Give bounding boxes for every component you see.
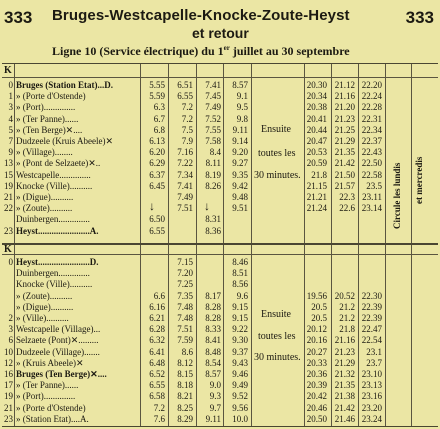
time-cell: 23.11 [362, 192, 382, 202]
time-cell: 23.24 [361, 413, 382, 424]
time-cell: 8.11 [205, 158, 221, 169]
station-name: » (Ten Berge)✕.... [16, 124, 83, 135]
table-row [2, 203, 438, 213]
station-name: Westcapelle (Village)... [16, 324, 101, 335]
time-cell: 8.26 [205, 180, 221, 191]
time-cell: 22.39 [361, 313, 382, 323]
time-cell: 23.16 [361, 391, 382, 402]
time-cell: 8.12 [177, 357, 193, 368]
station-name: Knocke (Ville).......... [16, 279, 93, 290]
table-row [2, 302, 438, 312]
table-row [2, 158, 438, 168]
time-cell: 9.7 [209, 402, 221, 413]
time-cell: 21.29 [334, 136, 355, 146]
time-cell: 6.52 [149, 369, 165, 379]
time-cell: 9.48 [232, 192, 248, 202]
time-cell: 20.39 [306, 380, 327, 391]
time-cell: 8.21 [177, 391, 193, 402]
time-cell: 21.32 [334, 369, 355, 379]
km-cell: 5 [8, 124, 13, 135]
time-cell: 23.7 [366, 357, 382, 368]
station-name: Duinbergen.............. [16, 268, 90, 279]
time-cell: 7.35 [177, 290, 193, 301]
time-cell: 21.8 [311, 169, 327, 180]
time-cell: 9.14 [232, 136, 248, 146]
station-name: » (Port).............. [16, 391, 76, 402]
time-cell: 9.15 [232, 313, 248, 323]
table-row [2, 80, 438, 90]
time-cell: 6.3 [153, 102, 165, 113]
time-cell: 7.51 [177, 203, 193, 214]
table-row [2, 403, 438, 413]
time-cell: 7.52 [205, 113, 221, 124]
station-name: » (Porte d'Ostende) [16, 91, 86, 102]
time-cell: 23.10 [361, 369, 382, 379]
time-cell: 21.2 [339, 313, 355, 323]
time-cell: 21.24 [306, 203, 327, 214]
station-name: » (Port).............. [16, 102, 76, 113]
time-cell: 9.6 [236, 290, 248, 301]
time-cell: 9.43 [232, 357, 248, 368]
time-cell: 6.28 [149, 324, 165, 335]
station-name: » (Porte d'Ostende) [16, 402, 86, 413]
k-header-outbound: K [4, 65, 12, 76]
time-cell: 9.27 [232, 158, 248, 169]
km-cell: 13 [4, 158, 13, 169]
time-cell: 9.22 [232, 324, 248, 335]
table-row [2, 226, 438, 236]
time-cell: 6.29 [149, 158, 165, 169]
time-cell: 20.34 [306, 91, 327, 102]
time-cell: 9.30 [232, 335, 248, 346]
time-cell: 22.34 [361, 124, 382, 135]
time-cell: 20.38 [306, 102, 327, 113]
time-cell: 9.0 [209, 380, 221, 391]
retour-subtitle: et retour [192, 25, 249, 41]
time-cell: 8.19 [205, 169, 221, 180]
station-name: Bruges (Ten Berge)✕.... [16, 369, 107, 379]
time-cell: 21.16 [334, 335, 355, 346]
side-note-circule: Circule les lundis [392, 162, 402, 229]
km-cell: 0 [8, 257, 13, 267]
station-name: » (Ter Panne)...... [16, 113, 79, 124]
table-row [2, 313, 438, 323]
route-title: Bruges-Westcapelle-Knocke-Zoute-Heyst [52, 7, 350, 24]
time-cell: 20.5 [311, 313, 327, 323]
time-cell: 21.8 [339, 324, 355, 335]
km-cell: 21 [4, 402, 13, 413]
station-name: Dudzeele (Kruis Abeele)✕ [16, 136, 114, 146]
down-arrow-icon: ↓ [204, 199, 210, 213]
time-cell: 21.15 [306, 180, 327, 191]
time-cell: 8.25 [177, 402, 193, 413]
time-cell: 8.36 [205, 225, 221, 236]
time-cell: 7.22 [177, 158, 193, 169]
time-cell: 9.1 [236, 91, 248, 102]
time-cell: 9.20 [232, 147, 248, 158]
time-cell: 9.35 [232, 169, 248, 180]
time-cell: 9.8 [236, 113, 248, 124]
time-cell: 8.33 [205, 324, 221, 335]
table-row [2, 380, 438, 390]
time-cell: 8.57 [232, 80, 248, 90]
time-cell: 22.43 [361, 147, 382, 158]
km-cell: 23 [4, 413, 13, 424]
time-cell: 21.16 [334, 91, 355, 102]
time-cell: 6.55 [177, 91, 193, 102]
time-cell: 21.20 [334, 102, 355, 113]
time-cell: 20.30 [306, 80, 327, 90]
table-row [2, 369, 438, 379]
time-cell: 23.13 [361, 380, 382, 391]
km-cell: 4 [8, 113, 13, 124]
time-cell: 9.52 [232, 391, 248, 402]
time-cell: 9.37 [232, 346, 248, 357]
station-name: » (Kruis Abeele)✕ [16, 357, 84, 368]
time-cell: 20.12 [306, 324, 327, 335]
time-cell: 7.15 [177, 257, 193, 267]
time-cell: 22.58 [361, 169, 382, 180]
km-cell: 2 [8, 313, 13, 323]
km-cell: 0 [8, 80, 13, 90]
time-cell: 6.13 [149, 136, 165, 146]
time-cell: 22.39 [361, 301, 382, 312]
note-ensuite-2: Ensuite [261, 309, 291, 320]
time-cell: 9.46 [232, 369, 248, 379]
time-cell: 7.59 [177, 335, 193, 346]
time-cell: 21.12 [334, 80, 355, 90]
time-cell: 21.46 [334, 413, 355, 424]
timetable-grid [2, 63, 438, 427]
time-cell: 8.29 [177, 413, 193, 424]
time-cell: 22.37 [361, 136, 382, 146]
station-name: Westcapelle.............. [16, 169, 91, 180]
time-cell: 22.20 [361, 80, 382, 90]
time-cell: 7.58 [205, 136, 221, 146]
time-cell: 6.55 [149, 380, 165, 391]
time-cell: 8.57 [205, 369, 221, 379]
time-cell: 6.50 [149, 214, 165, 225]
time-cell: 22.30 [361, 290, 382, 301]
time-cell: 6.21 [149, 313, 165, 323]
table-row [2, 102, 438, 112]
time-cell: 9.3 [209, 391, 221, 402]
station-name: Heyst.......................D. [16, 257, 99, 267]
time-cell: 20.42 [306, 391, 327, 402]
time-cell: 22.6 [339, 203, 355, 214]
time-cell: 20.47 [306, 136, 327, 146]
time-cell: 21.25 [334, 124, 355, 135]
note-ensuite-1: Ensuite [261, 124, 291, 135]
time-cell: 6.37 [149, 169, 165, 180]
time-cell: 21.23 [334, 113, 355, 124]
time-cell: 22.3 [339, 192, 355, 202]
time-cell: 9.49 [232, 380, 248, 391]
time-cell: 20.36 [306, 369, 327, 379]
time-cell: 21.42 [334, 402, 355, 413]
station-name: Dudzeele (Village)....... [16, 346, 100, 357]
time-cell: 8.6 [181, 346, 193, 357]
time-cell: 6.58 [149, 391, 165, 402]
table-row [2, 324, 438, 334]
time-cell: 8.31 [205, 214, 221, 225]
station-name: » (Zoute).......... [16, 203, 73, 214]
time-cell: 21.2 [339, 301, 355, 312]
table-row [2, 125, 438, 135]
time-cell: 20.44 [306, 124, 327, 135]
time-cell: 6.48 [149, 357, 165, 368]
table-row [2, 170, 438, 180]
time-cell: 7.34 [177, 169, 193, 180]
time-cell: 7.5 [181, 124, 193, 135]
time-cell: 9.51 [232, 203, 248, 214]
table-row [2, 291, 438, 301]
time-cell: 22.28 [361, 102, 382, 113]
km-cell: 7 [8, 136, 13, 146]
time-cell: 22.50 [361, 158, 382, 169]
station-name: Bruges (Station Etat)...D. [16, 80, 113, 90]
table-row [2, 268, 438, 278]
time-cell: 8.4 [209, 147, 221, 158]
time-cell: 6.45 [149, 180, 165, 191]
note-toutes-1: toutes les [258, 148, 296, 159]
station-name: » (Digue).......... [16, 192, 74, 202]
time-cell: 8.18 [177, 380, 193, 391]
down-arrow-icon: ↓ [149, 199, 155, 213]
side-note-mercredis: et mercredis [414, 156, 424, 204]
km-cell: 19 [4, 180, 13, 191]
time-cell: 10.0 [232, 413, 248, 424]
km-cell: 21 [4, 192, 13, 202]
time-cell: 7.2 [181, 102, 193, 113]
km-cell: 1 [8, 91, 13, 102]
time-cell: 9.11 [205, 413, 221, 424]
km-cell: 16 [4, 369, 13, 379]
time-cell: 9.15 [232, 301, 248, 312]
time-cell: 7.49 [177, 192, 193, 202]
time-cell: 7.25 [177, 279, 193, 290]
table-row [2, 335, 438, 345]
table-row [2, 414, 438, 424]
time-cell: 21.50 [334, 169, 355, 180]
table-row [2, 192, 438, 202]
time-cell: 8.48 [205, 346, 221, 357]
time-cell: 6.16 [149, 301, 165, 312]
time-cell: 7.16 [177, 147, 193, 158]
table-row [2, 114, 438, 124]
time-cell: 23.20 [361, 402, 382, 413]
station-name: Heyst.......................A. [16, 225, 99, 236]
time-cell: 20.52 [334, 290, 355, 301]
time-cell: 8.28 [205, 313, 221, 323]
station-name: » (Pont de Selzaete)✕.. [16, 158, 101, 169]
line-number-right: 333 [405, 8, 434, 27]
time-cell: 6.7 [153, 113, 165, 124]
note-toutes-2: toutes les [258, 331, 296, 342]
time-cell: 8.28 [205, 301, 221, 312]
time-cell: 22.31 [361, 113, 382, 124]
time-cell: 7.48 [177, 301, 193, 312]
time-cell: 8.15 [177, 369, 193, 379]
time-cell: 7.2 [181, 113, 193, 124]
station-name: » (Ter Panne)...... [16, 380, 79, 391]
time-cell: 6.6 [153, 290, 165, 301]
time-cell: 6.51 [177, 80, 193, 90]
time-cell: 6.32 [149, 335, 165, 346]
table-row [2, 91, 438, 101]
time-cell: 20.59 [306, 158, 327, 169]
time-cell: 9.5 [236, 102, 248, 113]
time-cell: 8.17 [205, 290, 221, 301]
k-header-return: K [4, 244, 12, 255]
km-cell: 12 [4, 357, 13, 368]
time-cell: 7.55 [205, 124, 221, 135]
time-cell: 6.55 [149, 225, 165, 236]
station-name: Knocke (Ville).......... [16, 180, 93, 191]
line-number-left: 333 [4, 8, 33, 27]
time-cell: 21.23 [334, 346, 355, 357]
table-row [2, 214, 438, 224]
km-cell: 22 [4, 203, 13, 214]
time-cell: 20.5 [311, 301, 327, 312]
time-cell: 5.55 [149, 80, 165, 90]
table-row [2, 136, 438, 146]
time-cell: 8.46 [232, 257, 248, 267]
time-cell: 19.56 [306, 290, 327, 301]
table-row [2, 147, 438, 157]
time-cell: 20.16 [306, 335, 327, 346]
time-cell: 21.42 [334, 158, 355, 169]
time-cell: 9.42 [232, 180, 248, 191]
station-name: » (Zoute).......... [16, 290, 73, 301]
time-cell: 5.59 [149, 91, 165, 102]
time-cell: 20.46 [306, 402, 327, 413]
time-cell: 21.35 [334, 147, 355, 158]
time-cell: 20.53 [306, 147, 327, 158]
time-cell: 7.45 [205, 91, 221, 102]
time-cell: 21.21 [306, 192, 327, 202]
km-cell: 17 [4, 380, 13, 391]
station-name: » (Station Etat)....A. [16, 413, 89, 424]
time-cell: 7.2 [153, 402, 165, 413]
time-cell: 7.9 [181, 136, 193, 146]
table-row [2, 347, 438, 357]
time-cell: 6.20 [149, 147, 165, 158]
time-cell: 8.51 [232, 268, 248, 279]
station-name: Duinbergen.............. [16, 214, 90, 225]
time-cell: 21.29 [334, 357, 355, 368]
service-line: Ligne 10 (Service électrique) du 1er juillet au 30 septembre [52, 44, 350, 58]
time-cell: 7.41 [177, 180, 193, 191]
time-cell: 7.41 [205, 80, 221, 90]
km-cell: 19 [4, 391, 13, 402]
km-cell: 15 [4, 169, 13, 180]
time-cell: 9.56 [232, 402, 248, 413]
time-cell: 20.27 [306, 346, 327, 357]
time-cell: 22.54 [361, 335, 382, 346]
time-cell: 23.1 [366, 346, 382, 357]
time-cell: 8.41 [205, 335, 221, 346]
note-minutes-2: 30 minutes. [254, 352, 301, 363]
table-row [2, 279, 438, 289]
table-row [2, 391, 438, 401]
time-cell: 7.6 [153, 413, 165, 424]
table-row [2, 181, 438, 191]
time-cell: 8.56 [232, 279, 248, 290]
note-minutes-1: 30 minutes. [254, 170, 301, 181]
time-cell: 23.14 [361, 203, 382, 214]
time-cell: 23.5 [366, 180, 382, 191]
time-cell: 21.38 [334, 391, 355, 402]
time-cell: 6.41 [149, 346, 165, 357]
time-cell: 8.54 [205, 357, 221, 368]
station-name: » (Digue).......... [16, 301, 74, 312]
time-cell: 9.11 [232, 124, 248, 135]
time-cell: 21.35 [334, 380, 355, 391]
km-cell: 3 [8, 324, 13, 335]
station-name: » (Village)........ [16, 147, 73, 158]
time-cell: 7.48 [177, 313, 193, 323]
time-cell: 22.24 [361, 91, 382, 102]
station-name: » (Ville).......... [16, 313, 69, 323]
time-cell: 20.41 [306, 113, 327, 124]
time-cell: 7.49 [205, 102, 221, 113]
km-cell: 6 [8, 335, 13, 346]
time-cell: 22.47 [361, 324, 382, 335]
km-cell: 9 [8, 147, 13, 158]
time-cell: 6.8 [153, 124, 165, 135]
time-cell: 20.50 [306, 413, 327, 424]
time-cell: 20.33 [306, 357, 327, 368]
time-cell: 21.57 [334, 180, 355, 191]
time-cell: 7.20 [177, 268, 193, 279]
station-name: Selzaete (Pont)✕......... [16, 335, 99, 346]
table-row [2, 358, 438, 368]
table-row [2, 257, 438, 267]
km-cell: 10 [4, 346, 13, 357]
time-cell: 7.51 [177, 324, 193, 335]
km-cell: 3 [8, 102, 13, 113]
km-cell: 23 [4, 225, 13, 236]
